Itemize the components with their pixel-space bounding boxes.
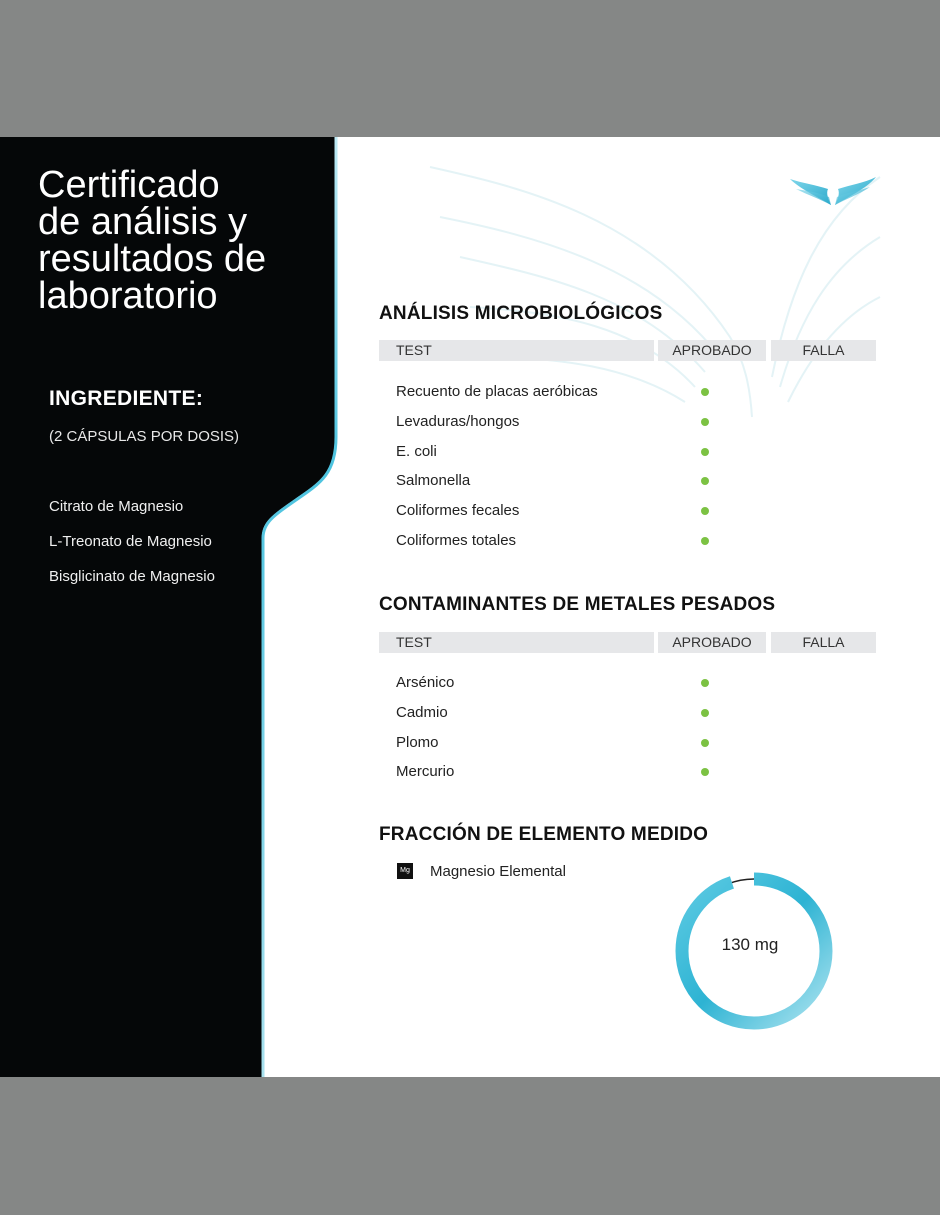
ingredient-item: Bisglicinato de Magnesio: [49, 568, 215, 585]
heavy-metals-table-header: [379, 632, 876, 653]
microbiological-rows: [396, 382, 876, 561]
test-name: Coliformes fecales: [396, 502, 520, 520]
test-name: Cadmio: [396, 703, 448, 721]
test-name: Recuento de placas aeróbicas: [396, 383, 598, 400]
mg-element-square-icon: Mg: [397, 863, 413, 879]
test-name: Salmonella: [396, 472, 471, 490]
title-line: de análisis y: [38, 201, 248, 243]
ring-value-label: 130 mg: [721, 935, 779, 954]
pass-indicator: [701, 448, 709, 456]
pass-indicator: [701, 709, 709, 717]
column-fail: FALLA: [771, 340, 876, 361]
microbiological-table-header: [379, 340, 876, 361]
pass-indicator: [701, 507, 709, 515]
pass-indicator: [701, 477, 709, 485]
column-approved: APROBADO: [658, 340, 766, 361]
legend-label: Magnesio Elemental: [430, 863, 566, 880]
pass-indicator: [701, 537, 709, 545]
pass-indicator: [701, 739, 709, 747]
ingredient-item: L-Treonato de Magnesio: [49, 533, 212, 550]
dose-note: (2 CÁPSULAS POR DOSIS): [49, 428, 240, 445]
table-row: [396, 733, 876, 763]
ingredient-heading: INGREDIENTE:: [49, 387, 204, 410]
fraction-title: FRACCIÓN DE ELEMENTO MEDIDO: [379, 824, 709, 845]
column-test: TEST: [379, 340, 654, 361]
pass-indicator: [701, 768, 709, 776]
title-line: laboratorio: [38, 275, 218, 317]
column-test: TEST: [379, 632, 654, 653]
table-row: [396, 703, 876, 733]
table-row: [396, 501, 876, 531]
heavy-metals-rows: [396, 673, 876, 792]
test-name: Arsénico: [396, 674, 455, 691]
heavy-metals-title: CONTAMINANTES DE METALES PESADOS: [379, 594, 776, 615]
table-row: [396, 471, 876, 501]
test-name: Levaduras/hongos: [396, 412, 520, 430]
table-row: [396, 531, 876, 561]
table-row: [396, 412, 876, 442]
wings-logo: [788, 175, 878, 207]
pass-indicator: [701, 418, 709, 426]
table-row: [396, 442, 876, 472]
pass-indicator: [701, 679, 709, 687]
certificate-card: [0, 137, 940, 1077]
ingredient-item: Citrato de Magnesio: [49, 498, 184, 515]
ingredient-list: [49, 497, 215, 602]
table-row: [396, 762, 876, 792]
table-row: [396, 673, 876, 703]
title-line: resultados de: [38, 238, 267, 280]
microbiological-title: ANÁLISIS MICROBIOLÓGICOS: [379, 303, 663, 324]
pass-indicator: [701, 388, 709, 396]
column-approved: APROBADO: [658, 632, 766, 653]
test-name: Plomo: [396, 733, 439, 751]
test-name: Coliformes totales: [396, 531, 517, 549]
page-title: [38, 164, 338, 317]
column-fail: FALLA: [771, 632, 876, 653]
title-line: Certificado: [38, 164, 220, 206]
test-name: Mercurio: [396, 763, 455, 781]
table-row: [396, 382, 876, 412]
test-name: E. coli: [396, 442, 437, 460]
